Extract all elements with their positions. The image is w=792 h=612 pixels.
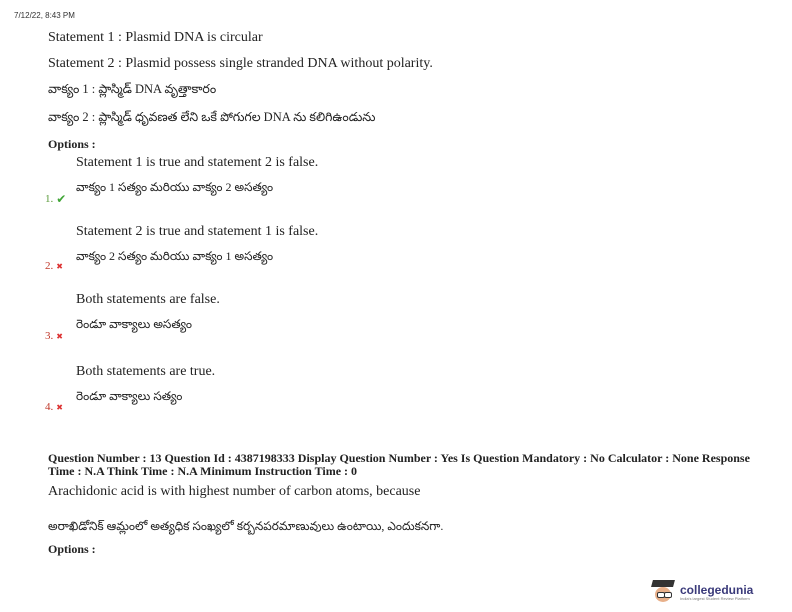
option-2-marker xyxy=(45,260,63,272)
question-metadata: Question Number : 13 Question Id : 4387198333 Display Question Number : Yes Is Question Mandatory : No Calculator : None Response Time : N.A Think Time : N.A Minimum Instruction Time : 0 xyxy=(48,451,750,478)
statement-1: Statement 1 : Plasmid DNA is circular xyxy=(48,30,263,45)
statement-2: Statement 2 : Plasmid possess single stranded DNA without polarity. xyxy=(48,56,433,71)
cross-icon: ✖ xyxy=(56,402,63,412)
question-text: Arachidonic acid is with highest number of carbon atoms, because xyxy=(48,484,421,499)
logo-name: collegedunia xyxy=(680,582,754,597)
option-1-number: 1. xyxy=(45,193,54,205)
option-1-marker xyxy=(45,192,66,206)
option-3-text: Both statements are false. xyxy=(76,292,220,307)
statement-1-telugu: వాక్యం 1 : ప్లాస్మిడ్ DNA వృత్తాకారం xyxy=(48,82,217,96)
option-4-text: Both statements are true. xyxy=(76,364,216,379)
collegedunia-logo xyxy=(650,580,753,604)
option-1-text: Statement 1 is true and statement 2 is false. xyxy=(76,155,319,170)
question-text-telugu: అరాఖిడోనిక్ ఆమ్లంలో అత్యధిక సంఖ్యలో కర్బనపరమాణువులు ఉంటాయి, ఎందుకనగా. xyxy=(48,519,444,533)
option-4-number: 4. xyxy=(45,401,54,413)
statement-2-telugu: వాక్యం 2 : ప్లాస్మిడ్ ధృవణత లేని ఒకే పోగుగల DNA ను కలిగిఉండును xyxy=(48,110,376,124)
option-2-text: Statement 2 is true and statement 1 is false. xyxy=(76,224,319,239)
option-3-number: 3. xyxy=(45,330,54,342)
option-2-number: 2. xyxy=(45,260,54,272)
option-2-telugu: వాక్యం 2 సత్యం మరియు వాక్యం 1 అసత్యం xyxy=(76,249,274,263)
print-timestamp: 7/12/22, 8:43 PM xyxy=(14,11,75,20)
option-4-telugu: రెండూ వాక్యాలు సత్యం xyxy=(76,389,183,403)
option-3-telugu: రెండూ వాక్యాలు అసత్యం xyxy=(76,317,192,331)
cross-icon: ✖ xyxy=(56,261,63,271)
option-4-marker xyxy=(45,401,63,413)
option-1-telugu: వాక్యం 1 సత్యం మరియు వాక్యం 2 అసత్యం xyxy=(76,180,274,194)
check-icon: ✔ xyxy=(56,192,67,206)
options-label-next: Options : xyxy=(48,542,96,556)
option-3-marker xyxy=(45,330,63,342)
cross-icon: ✖ xyxy=(56,331,63,341)
logo-tagline: India's largest Student Review Platform xyxy=(680,595,750,601)
options-label: Options : xyxy=(48,137,96,151)
mascot-icon xyxy=(650,580,676,604)
